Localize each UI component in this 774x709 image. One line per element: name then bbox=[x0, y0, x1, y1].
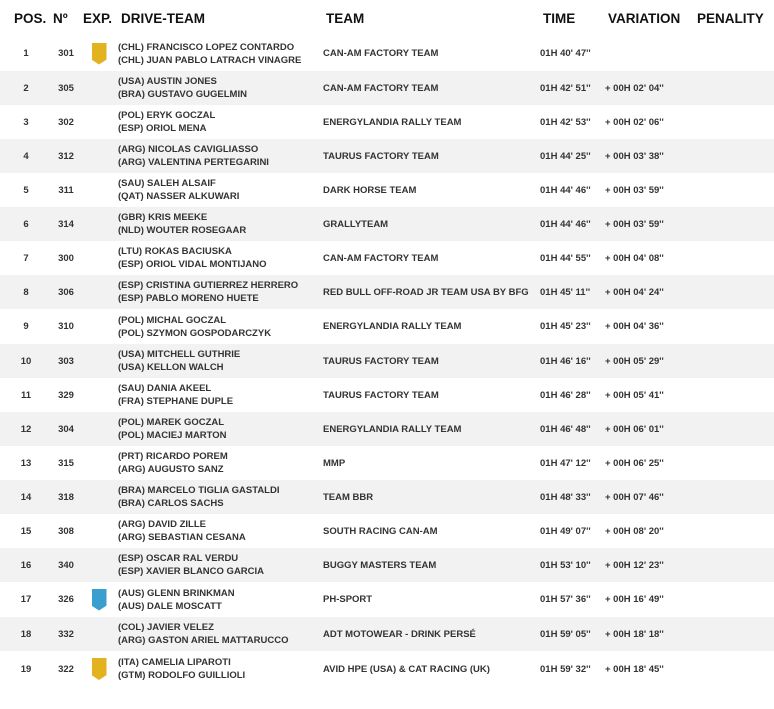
row-drivers bbox=[118, 245, 323, 271]
row-drivers bbox=[118, 279, 323, 305]
row-time: 01H 59' 05'' bbox=[540, 628, 591, 640]
row-num: 301 bbox=[58, 48, 74, 59]
row-num: 306 bbox=[58, 286, 74, 298]
row-drivers bbox=[118, 75, 323, 101]
row-exp bbox=[80, 658, 118, 680]
driver-name[interactable]: (USA) AUSTIN JONES bbox=[118, 76, 217, 87]
codriver-name[interactable]: (ARG) GASTON ARIEL MATTARUCCO bbox=[118, 635, 289, 646]
row-pos: 19 bbox=[20, 663, 32, 675]
driver-name[interactable]: (SAU) DANIA AKEEL bbox=[118, 383, 212, 394]
row-variation: + 00H 05' 41'' bbox=[605, 389, 664, 401]
row-team[interactable]: DARK HORSE TEAM bbox=[323, 184, 417, 196]
row-time: 01H 42' 53'' bbox=[540, 116, 591, 128]
header-num[interactable]: Nº bbox=[53, 10, 68, 26]
driver-name[interactable]: (AUS) GLENN BRINKMAN bbox=[118, 587, 235, 599]
row-variation: + 00H 02' 04'' bbox=[605, 82, 664, 94]
table-row[interactable] bbox=[0, 617, 774, 651]
row-num: 315 bbox=[58, 457, 74, 469]
row-variation: + 00H 12' 23'' bbox=[605, 559, 664, 571]
row-pos: 3 bbox=[23, 116, 29, 128]
row-time: 01H 45' 23'' bbox=[540, 321, 591, 332]
row-num: 302 bbox=[58, 116, 74, 128]
row-pos: 18 bbox=[20, 628, 32, 640]
row-team[interactable]: PH-SPORT bbox=[323, 594, 373, 605]
header-pos[interactable]: POS. bbox=[14, 10, 47, 26]
row-pos: 9 bbox=[23, 321, 29, 332]
row-drivers bbox=[118, 656, 323, 682]
driver-name[interactable]: (GBR) KRIS MEEKE bbox=[118, 212, 208, 223]
row-drivers bbox=[118, 450, 323, 476]
driver-name[interactable]: (BRA) MARCELO TIGLIA GASTALDI bbox=[118, 485, 280, 496]
table-row[interactable] bbox=[0, 378, 774, 412]
row-team[interactable]: TAURUS FACTORY TEAM bbox=[323, 355, 439, 367]
table-row[interactable] bbox=[0, 514, 774, 548]
row-team[interactable]: CAN-AM FACTORY TEAM bbox=[323, 48, 439, 59]
experience-badge-icon bbox=[92, 658, 107, 680]
experience-badge-icon bbox=[92, 43, 107, 65]
row-variation: + 00H 02' 06'' bbox=[605, 116, 664, 128]
codriver-name[interactable]: (USA) KELLON WALCH bbox=[118, 362, 224, 373]
row-time: 01H 45' 11'' bbox=[540, 286, 591, 298]
row-team[interactable]: TAURUS FACTORY TEAM bbox=[323, 150, 439, 162]
driver-name[interactable]: (PRT) RICARDO POREM bbox=[118, 451, 228, 462]
experience-badge-icon bbox=[92, 589, 107, 611]
driver-name[interactable]: (POL) ERYK GOCZAL bbox=[118, 110, 216, 121]
table-row[interactable] bbox=[0, 412, 774, 446]
row-time: 01H 48' 33'' bbox=[540, 491, 591, 503]
row-pos: 13 bbox=[20, 457, 32, 469]
table-row[interactable] bbox=[0, 446, 774, 480]
codriver-name[interactable]: (BRA) CARLOS SACHS bbox=[118, 498, 224, 509]
row-time: 01H 42' 51'' bbox=[540, 82, 591, 94]
row-team[interactable]: BUGGY MASTERS TEAM bbox=[323, 559, 437, 571]
row-variation: + 00H 03' 59'' bbox=[605, 218, 664, 230]
row-num: 305 bbox=[58, 82, 74, 94]
row-num: 308 bbox=[58, 525, 74, 537]
row-team[interactable]: TAURUS FACTORY TEAM bbox=[323, 389, 439, 401]
table-row[interactable] bbox=[0, 207, 774, 241]
row-num: 318 bbox=[58, 491, 74, 503]
driver-name[interactable]: (SAU) SALEH ALSAIF bbox=[118, 178, 216, 189]
driver-name[interactable]: (POL) MICHAL GOCZAL bbox=[118, 314, 227, 326]
table-row[interactable] bbox=[0, 344, 774, 378]
codriver-name[interactable]: (ESP) PABLO MORENO HUETE bbox=[118, 293, 259, 304]
codriver-name[interactable]: (NLD) WOUTER ROSEGAAR bbox=[118, 225, 247, 236]
row-num: 303 bbox=[58, 355, 74, 367]
row-time: 01H 47' 12'' bbox=[540, 457, 591, 469]
row-variation: + 00H 08' 20'' bbox=[605, 525, 664, 537]
row-num: 332 bbox=[58, 628, 74, 640]
row-drivers bbox=[118, 552, 323, 578]
row-team[interactable]: ENERGYLANDIA RALLY TEAM bbox=[323, 321, 462, 332]
row-variation: + 00H 03' 59'' bbox=[605, 184, 664, 196]
codriver-name[interactable]: (QAT) NASSER ALKUWARI bbox=[118, 191, 240, 202]
header-penality[interactable]: PENALITY bbox=[697, 10, 764, 26]
table-row[interactable] bbox=[0, 275, 774, 309]
table-row[interactable] bbox=[0, 173, 774, 207]
row-pos: 2 bbox=[23, 82, 29, 94]
row-team[interactable]: CAN-AM FACTORY TEAM bbox=[323, 82, 439, 94]
row-variation: + 00H 18' 18'' bbox=[605, 628, 664, 640]
table-row[interactable] bbox=[0, 105, 774, 139]
row-time: 01H 46' 16'' bbox=[540, 355, 591, 367]
table-row[interactable] bbox=[0, 71, 774, 105]
row-pos: 8 bbox=[23, 286, 29, 298]
row-drivers bbox=[118, 518, 323, 544]
driver-name[interactable]: (ITA) CAMELIA LIPAROTI bbox=[118, 657, 231, 668]
row-num: 304 bbox=[58, 423, 74, 435]
row-time: 01H 44' 46'' bbox=[540, 218, 591, 230]
row-variation: + 00H 18' 45'' bbox=[605, 663, 664, 675]
row-team[interactable]: MMP bbox=[323, 457, 346, 469]
row-drivers bbox=[118, 143, 323, 169]
codriver-name[interactable]: (BRA) GUSTAVO GUGELMIN bbox=[118, 89, 247, 100]
row-team[interactable]: ADT MOTOWEAR - DRINK PERSÉ bbox=[323, 628, 476, 640]
table-row[interactable] bbox=[0, 241, 774, 275]
row-team[interactable]: SOUTH RACING CAN-AM bbox=[323, 525, 438, 537]
table-row[interactable] bbox=[0, 36, 774, 71]
codriver-name[interactable]: (ESP) ORIOL VIDAL MONTIJANO bbox=[118, 259, 267, 270]
row-time: 01H 44' 46'' bbox=[540, 184, 591, 196]
row-time: 01H 59' 32'' bbox=[540, 663, 591, 675]
table-row[interactable] bbox=[0, 651, 774, 687]
codriver-name[interactable]: (ARG) AUGUSTO SANZ bbox=[118, 464, 224, 475]
row-time: 01H 46' 48'' bbox=[540, 423, 591, 435]
table-row[interactable] bbox=[0, 582, 774, 617]
row-variation: + 00H 07' 46'' bbox=[605, 491, 664, 503]
row-pos: 4 bbox=[23, 150, 29, 162]
row-num: 322 bbox=[58, 663, 74, 675]
row-num: 314 bbox=[58, 218, 74, 230]
row-team[interactable]: ENERGYLANDIA RALLY TEAM bbox=[323, 423, 462, 435]
driver-name[interactable]: (ESP) OSCAR RAL VERDU bbox=[118, 553, 239, 564]
row-time: 01H 44' 25'' bbox=[540, 150, 591, 162]
row-time: 01H 40' 47'' bbox=[540, 48, 591, 59]
driver-name[interactable]: (COL) JAVIER VELEZ bbox=[118, 622, 214, 633]
codriver-name[interactable]: (POL) SZYMON GOSPODARCZYK bbox=[118, 327, 272, 339]
table-header bbox=[0, 0, 774, 36]
codriver-name[interactable]: (ARG) VALENTINA PERTEGARINI bbox=[118, 157, 269, 168]
row-drivers bbox=[118, 348, 323, 374]
row-pos: 7 bbox=[23, 252, 29, 264]
header-variation[interactable]: VARIATION bbox=[608, 10, 681, 26]
row-drivers bbox=[118, 177, 323, 203]
row-team[interactable]: ENERGYLANDIA RALLY TEAM bbox=[323, 116, 462, 128]
codriver-name[interactable]: (AUS) DALE MOSCATT bbox=[118, 600, 222, 612]
codriver-name[interactable]: (ARG) SEBASTIAN CESANA bbox=[118, 532, 246, 543]
driver-name[interactable]: (ESP) CRISTINA GUTIERREZ HERRERO bbox=[118, 280, 299, 291]
table-row[interactable] bbox=[0, 480, 774, 514]
row-num: 310 bbox=[58, 321, 74, 332]
row-variation: + 00H 04' 08'' bbox=[605, 252, 664, 264]
row-variation: + 00H 06' 01'' bbox=[605, 423, 664, 435]
row-pos: 17 bbox=[20, 594, 32, 605]
row-time: 01H 49' 07'' bbox=[540, 525, 591, 537]
row-num: 326 bbox=[58, 594, 74, 605]
row-drivers bbox=[118, 621, 323, 647]
row-pos: 14 bbox=[20, 491, 32, 503]
row-team[interactable]: TEAM BBR bbox=[323, 491, 374, 503]
row-pos: 1 bbox=[23, 48, 29, 59]
driver-name[interactable]: (POL) MAREK GOCZAL bbox=[118, 417, 225, 428]
header-exp[interactable]: EXP. bbox=[83, 10, 113, 26]
table-body bbox=[0, 36, 774, 687]
row-time: 01H 53' 10'' bbox=[540, 559, 591, 571]
row-exp bbox=[80, 43, 118, 65]
header-team[interactable]: TEAM bbox=[326, 10, 365, 26]
table-row[interactable] bbox=[0, 139, 774, 173]
codriver-name[interactable]: (ESP) ORIOL MENA bbox=[118, 123, 207, 134]
row-pos: 16 bbox=[20, 559, 32, 571]
row-num: 300 bbox=[58, 252, 74, 264]
row-team[interactable]: RED BULL OFF-ROAD JR TEAM USA BY BFG bbox=[323, 286, 529, 298]
row-pos: 6 bbox=[23, 218, 29, 230]
row-drivers bbox=[118, 211, 323, 237]
row-pos: 5 bbox=[23, 184, 29, 196]
codriver-name[interactable]: (ESP) XAVIER BLANCO GARCIA bbox=[118, 566, 265, 577]
codriver-name[interactable]: (POL) MACIEJ MARTON bbox=[118, 430, 227, 441]
driver-name[interactable]: (ARG) DAVID ZILLE bbox=[118, 519, 206, 530]
row-variation: + 00H 06' 25'' bbox=[605, 457, 664, 469]
row-drivers bbox=[118, 416, 323, 442]
row-team[interactable]: CAN-AM FACTORY TEAM bbox=[323, 252, 439, 264]
row-num: 340 bbox=[58, 559, 74, 571]
driver-name[interactable]: (USA) MITCHELL GUTHRIE bbox=[118, 349, 241, 360]
row-num: 329 bbox=[58, 389, 74, 401]
driver-name[interactable]: (ARG) NICOLAS CAVIGLIASSO bbox=[118, 144, 259, 155]
row-variation: + 00H 16' 49'' bbox=[605, 594, 664, 605]
row-drivers bbox=[118, 587, 323, 613]
table-row[interactable] bbox=[0, 548, 774, 582]
row-drivers bbox=[118, 484, 323, 510]
row-drivers bbox=[118, 314, 323, 340]
driver-name[interactable]: (LTU) ROKAS BACIUSKA bbox=[118, 246, 232, 257]
row-pos: 11 bbox=[20, 389, 32, 401]
row-variation: + 00H 05' 29'' bbox=[605, 355, 664, 367]
row-num: 312 bbox=[58, 150, 74, 162]
codriver-name[interactable]: (GTM) RODOLFO GUILLIOLI bbox=[118, 670, 246, 681]
row-exp bbox=[80, 589, 118, 611]
header-time[interactable]: TIME bbox=[543, 10, 576, 26]
row-variation: + 00H 04' 24'' bbox=[605, 286, 664, 298]
row-team[interactable]: GRALLYTEAM bbox=[323, 218, 389, 230]
table-row[interactable] bbox=[0, 309, 774, 344]
codriver-name[interactable]: (CHL) JUAN PABLO LATRACH VINAGRE bbox=[118, 54, 302, 66]
row-drivers bbox=[118, 41, 323, 67]
row-pos: 12 bbox=[20, 423, 32, 435]
row-variation: + 00H 03' 38'' bbox=[605, 150, 664, 162]
row-drivers bbox=[118, 382, 323, 408]
row-drivers bbox=[118, 109, 323, 135]
driver-name[interactable]: (CHL) FRANCISCO LOPEZ CONTARDO bbox=[118, 41, 295, 53]
codriver-name[interactable]: (FRA) STEPHANE DUPLE bbox=[118, 396, 234, 407]
row-time: 01H 57' 36'' bbox=[540, 594, 591, 605]
header-drive-team[interactable]: DRIVE-TEAM bbox=[121, 10, 205, 26]
row-pos: 15 bbox=[20, 525, 32, 537]
row-pos: 10 bbox=[20, 355, 32, 367]
row-time: 01H 46' 28'' bbox=[540, 389, 591, 401]
row-time: 01H 44' 55'' bbox=[540, 252, 591, 264]
row-team[interactable]: AVID HPE (USA) & CAT RACING (UK) bbox=[323, 663, 490, 675]
row-num: 311 bbox=[58, 184, 74, 196]
row-variation: + 00H 04' 36'' bbox=[605, 321, 664, 332]
